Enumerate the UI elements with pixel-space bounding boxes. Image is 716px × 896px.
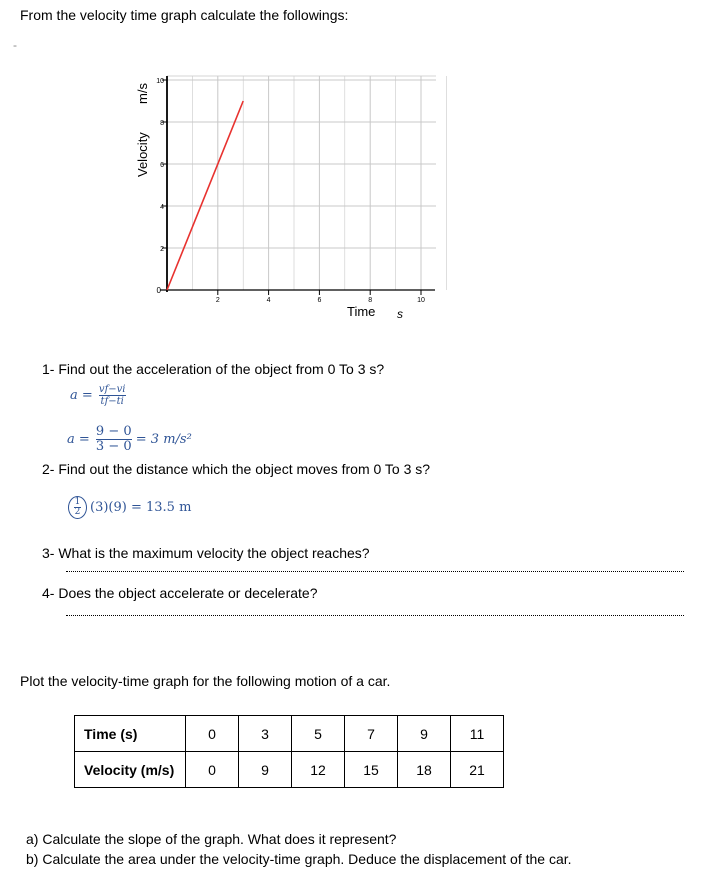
table-cell: 12 — [292, 752, 345, 788]
table-cell: 7 — [345, 716, 398, 752]
question-a: a) Calculate the slope of the graph. What does it represent? — [26, 831, 397, 847]
graph-grid — [167, 76, 446, 290]
table-cell: 3 — [239, 716, 292, 752]
x-tick-label: 6 — [317, 297, 322, 304]
calc-result: = 3 m/s² — [135, 432, 192, 447]
row-header-velocity: Velocity (m/s) — [75, 752, 186, 788]
question-1: 1- Find out the acceleration of the object from 0 To 3 s? — [42, 361, 385, 377]
table-cell: 18 — [398, 752, 451, 788]
y-tick-label: 2 — [160, 246, 164, 253]
table-cell: 11 — [451, 716, 504, 752]
section-title: Plot the velocity-time graph for the following motion of a car. — [20, 673, 391, 689]
table-cell: 5 — [292, 716, 345, 752]
half-fraction — [68, 496, 87, 519]
y-tick-label: 10 — [156, 78, 164, 85]
fraction-denominator: 2 — [74, 507, 81, 517]
y-tick-label: 4 — [160, 204, 164, 211]
question-2: 2- Find out the distance which the object moves from 0 To 3 s? — [42, 461, 431, 477]
table-cell: 21 — [451, 752, 504, 788]
answer-line-3 — [66, 571, 684, 572]
y-axis-label: Velocity — [135, 132, 150, 177]
distance-answer: (3)(9) = 13.5 m — [90, 500, 192, 515]
x-axis-label: Time — [347, 304, 376, 319]
page-title: From the velocity time graph calculate the followings: — [20, 7, 349, 23]
table-cell: 0 — [186, 752, 239, 788]
velocity-time-graph — [0, 0, 716, 330]
answer-line-4 — [66, 615, 684, 616]
q1-calculation — [67, 425, 192, 454]
question-4: 4- Does the object accelerate or decelerate? — [42, 585, 318, 601]
motion-table — [74, 715, 504, 788]
table-row — [75, 716, 504, 752]
x-tick-label: 4 — [266, 297, 271, 304]
table-cell: 9 — [239, 752, 292, 788]
formula-denominator: tf−ti — [100, 396, 124, 407]
y-axis-unit: m/s — [135, 83, 150, 104]
x-tick-label: 8 — [368, 297, 373, 304]
table-cell: 15 — [345, 752, 398, 788]
x-tick-label: 10 — [417, 297, 425, 304]
row-header-time: Time (s) — [75, 716, 186, 752]
x-tick-label: 2 — [215, 297, 220, 304]
question-b: b) Calculate the area under the velocity-time graph. Deduce the displacement of the car. — [26, 851, 572, 867]
fraction-numerator: 1 — [74, 497, 81, 507]
table-cell: 9 — [398, 716, 451, 752]
formula-numerator: vf−vi — [98, 384, 126, 395]
calc-numerator: 9 − 0 — [95, 424, 132, 439]
formula-lhs: a = — [70, 388, 93, 403]
margin-mark: - — [13, 38, 17, 52]
calc-denominator: 3 − 0 — [95, 439, 132, 454]
y-tick-label: 8 — [160, 120, 164, 127]
table-cell: 0 — [186, 716, 239, 752]
series-line-velocity — [167, 101, 243, 290]
x-axis-unit: s — [397, 307, 403, 321]
calc-lhs: a = — [67, 432, 90, 447]
q1-formula — [70, 384, 126, 407]
y-tick-label: 6 — [160, 162, 164, 169]
origin-label: 0 — [156, 286, 161, 295]
table-row — [75, 752, 504, 788]
question-3: 3- What is the maximum velocity the object reaches? — [42, 545, 370, 561]
q2-answer — [68, 496, 191, 519]
